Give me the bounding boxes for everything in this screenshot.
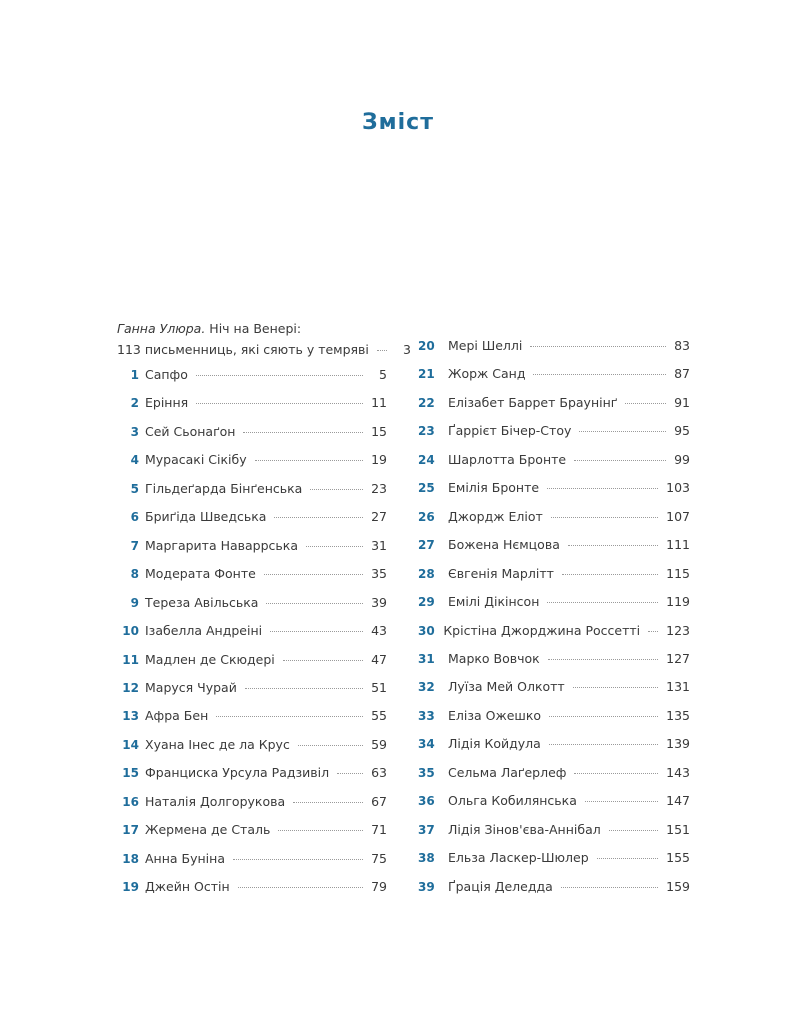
leader-dots: [609, 830, 658, 831]
entry-number: 8: [130, 567, 139, 582]
intro-entry[interactable]: [117, 318, 411, 360]
entry-page: 5: [379, 367, 387, 382]
leader-dots: [245, 688, 363, 689]
entry-name: Крістіна Джорджина Россетті: [443, 622, 641, 638]
entry-number: 33: [418, 708, 435, 723]
entry-page: 71: [371, 822, 387, 838]
toc-entry[interactable]: [117, 765, 387, 783]
leader-dots: [278, 830, 363, 831]
entry-page: 47: [371, 651, 387, 667]
entry-name: Емілія Бронте: [448, 480, 540, 496]
entry-number: 25: [418, 481, 435, 496]
entry-number: 23: [418, 424, 435, 439]
toc-entry[interactable]: [418, 395, 690, 413]
leader-dots: [298, 745, 363, 746]
entry-page: 19: [371, 452, 387, 468]
entry-page: 59: [371, 736, 387, 752]
entry-page: 143: [666, 764, 690, 780]
entry-page: 75: [371, 850, 387, 866]
leader-dots: [270, 631, 363, 632]
toc-entry[interactable]: [418, 452, 690, 470]
leader-dots: [549, 716, 658, 717]
entry-name: Шарлотта Бронте: [448, 451, 567, 467]
leader-dots: [337, 773, 363, 774]
entry-page: 91: [674, 394, 690, 410]
entry-page: 79: [371, 879, 387, 895]
entry-page: 119: [666, 594, 690, 610]
toc-entry[interactable]: [117, 623, 387, 641]
toc-entry[interactable]: [117, 879, 387, 897]
entry-page: 123: [666, 622, 690, 638]
entry-name: Ґаррієт Бічер-Стоу: [448, 423, 572, 439]
toc-entry[interactable]: [418, 822, 690, 840]
entry-page: 107: [666, 508, 690, 524]
toc-entry[interactable]: [117, 395, 387, 413]
toc-entry[interactable]: [418, 708, 690, 726]
entry-number: 17: [122, 823, 139, 838]
toc-entry[interactable]: [117, 708, 387, 726]
entry-page: 115: [666, 565, 690, 581]
leader-dots: [306, 546, 363, 547]
entry-number: 12: [122, 680, 139, 695]
entry-number: 6: [130, 510, 139, 525]
entry-page: 103: [666, 480, 690, 496]
entry-page: 131: [666, 679, 690, 695]
entry-page: 135: [666, 707, 690, 723]
entry-page: 51: [371, 679, 387, 695]
entry-page: 23: [371, 480, 387, 496]
entry-name: Ельза Ласкер-Шюлер: [448, 850, 589, 866]
entry-number: 3: [130, 424, 139, 439]
entry-number: 39: [418, 879, 435, 894]
entry-name: Емілі Дікінсон: [448, 594, 540, 610]
leader-dots: [562, 574, 658, 575]
entry-name: Євгенія Марлітт: [448, 565, 554, 581]
leader-dots: [574, 460, 666, 461]
toc-entry[interactable]: [117, 652, 387, 670]
toc-entry[interactable]: [117, 452, 387, 470]
toc-entry[interactable]: [418, 736, 690, 754]
entry-name: Луїза Мей Олкотт: [448, 679, 565, 695]
leader-dots: [266, 603, 363, 604]
intro-title-part2: 113 письменниць, які сяють у темряві: [117, 342, 369, 357]
entry-name: Наталія Долгорукова: [145, 793, 286, 809]
leader-dots: [255, 460, 363, 461]
leader-dots: [233, 859, 363, 860]
entry-page: 63: [371, 765, 387, 781]
leader-dots: [533, 374, 666, 375]
leader-dots: [579, 431, 666, 432]
toc-entry[interactable]: [117, 595, 387, 613]
entry-number: 11: [122, 652, 139, 667]
toc-entry[interactable]: [418, 338, 690, 356]
entry-name: Анна Буніна: [145, 850, 225, 866]
leader-dots: [547, 488, 658, 489]
entry-page: 111: [666, 537, 690, 553]
toc-entry[interactable]: [418, 594, 690, 612]
entry-number: 31: [418, 651, 435, 666]
toc-entry[interactable]: [418, 509, 690, 527]
entry-name: Мадлен де Скюдері: [145, 651, 275, 667]
entry-number: 18: [122, 851, 139, 866]
entry-name: Еріння: [145, 395, 189, 411]
toc-entry[interactable]: [418, 537, 690, 555]
leader-dots: [585, 801, 658, 802]
entry-name: Мурасакі Сікібу: [145, 452, 247, 468]
toc-entry[interactable]: [117, 822, 387, 840]
entry-number: 34: [418, 737, 435, 752]
leader-dots: [293, 802, 363, 803]
leader-dots: [377, 350, 387, 351]
leader-dots: [530, 346, 666, 347]
leader-dots: [597, 858, 658, 859]
entry-name: Ольга Кобилянська: [448, 793, 577, 809]
entry-name: Жорж Санд: [448, 366, 526, 382]
toc-entry[interactable]: [418, 480, 690, 498]
entry-number: 38: [418, 851, 435, 866]
toc-entry[interactable]: [117, 794, 387, 812]
intro-page: 3: [402, 342, 411, 357]
entry-name: Ґрація Деледда: [448, 878, 553, 894]
entry-name: Джейн Остін: [145, 879, 230, 895]
entry-number: 32: [418, 680, 435, 695]
entry-name: Хуана Інес де ла Крус: [145, 736, 290, 752]
entry-page: 139: [666, 736, 690, 752]
entry-name: Елізабет Баррет Браунінґ: [448, 394, 618, 410]
entry-number: 15: [122, 766, 139, 781]
toc-entry[interactable]: [117, 509, 387, 527]
leader-dots: [568, 545, 658, 546]
entry-name: Сельма Лаґерлеф: [448, 764, 567, 780]
entry-page: 151: [666, 821, 690, 837]
entry-number: 29: [418, 595, 435, 610]
toc-entry[interactable]: [418, 423, 690, 441]
entry-number: 2: [130, 396, 139, 411]
entry-number: 26: [418, 509, 435, 524]
toc-entry[interactable]: [418, 879, 690, 897]
entry-name: Сапфо: [145, 367, 188, 382]
entry-number: 35: [418, 765, 435, 780]
entry-name: Еліза Ожешко: [448, 707, 542, 723]
entry-page: 159: [666, 878, 690, 894]
entry-name: Гільдеґарда Бінґенська: [145, 480, 303, 496]
leader-dots: [283, 660, 363, 661]
toc-entry[interactable]: [117, 851, 387, 869]
leader-dots: [547, 602, 658, 603]
toc-entry[interactable]: [418, 850, 690, 868]
entry-number: 14: [122, 737, 139, 752]
entry-number: 20: [418, 339, 435, 353]
toc-entry[interactable]: [418, 651, 690, 669]
leader-dots: [264, 574, 363, 575]
leader-dots: [574, 773, 658, 774]
leader-dots: [561, 887, 658, 888]
leader-dots: [196, 375, 363, 376]
entry-number: 1: [130, 368, 139, 382]
toc-entry[interactable]: [117, 367, 387, 385]
entry-number: 28: [418, 566, 435, 581]
leader-dots: [549, 744, 658, 745]
entry-number: 21: [418, 367, 435, 382]
entry-number: 24: [418, 452, 435, 467]
leader-dots: [310, 489, 363, 490]
entry-number: 16: [122, 794, 139, 809]
toc-entry[interactable]: [117, 481, 387, 499]
entry-name: Бриґіда Шведська: [145, 509, 267, 525]
leader-dots: [274, 517, 363, 518]
entry-name: Джордж Еліот: [448, 508, 543, 524]
entry-page: 95: [674, 423, 690, 439]
entry-name: Маруся Чурай: [145, 679, 237, 695]
toc-entry[interactable]: [117, 538, 387, 556]
entry-page: 35: [371, 566, 387, 582]
page-title: Зміст: [362, 110, 434, 135]
entry-page: 11: [371, 395, 387, 411]
toc-entry[interactable]: [117, 680, 387, 698]
entry-number: 19: [122, 880, 139, 895]
leader-dots: [238, 887, 363, 888]
toc-entry[interactable]: [418, 366, 690, 384]
entry-name: Ізабелла Андреіні: [145, 623, 263, 639]
toc-entry[interactable]: [117, 566, 387, 584]
entry-name: Модерата Фонте: [145, 566, 256, 582]
entry-page: 99: [674, 451, 690, 467]
entry-page: 39: [371, 594, 387, 610]
entry-number: 4: [130, 453, 139, 468]
entry-page: 83: [674, 338, 690, 353]
entry-name: Тереза Авільська: [145, 594, 259, 610]
entry-page: 67: [371, 793, 387, 809]
entry-name: Мері Шеллі: [448, 338, 523, 353]
entry-name: Марко Вовчок: [448, 650, 540, 666]
intro-author: Ганна Улюра.: [117, 321, 206, 336]
entry-page: 127: [666, 650, 690, 666]
entry-name: Афра Бен: [145, 708, 209, 724]
entry-page: 55: [371, 708, 387, 724]
entry-name: Сей Сьонаґон: [145, 423, 236, 439]
toc-entry[interactable]: [418, 566, 690, 584]
leader-dots: [648, 631, 658, 632]
entry-number: 13: [122, 709, 139, 724]
entry-page: 27: [371, 509, 387, 525]
entry-number: 9: [130, 595, 139, 610]
toc-entry[interactable]: [418, 679, 690, 697]
entry-number: 30: [418, 623, 435, 638]
leader-dots: [196, 403, 363, 404]
entry-page: 15: [371, 423, 387, 439]
entry-number: 36: [418, 794, 435, 809]
entry-page: 147: [666, 793, 690, 809]
entry-page: 155: [666, 850, 690, 866]
entry-number: 22: [418, 395, 435, 410]
entry-name: Жермена де Сталь: [145, 822, 271, 838]
entry-page: 31: [371, 537, 387, 553]
entry-number: 5: [130, 481, 139, 496]
intro-title-part1: Ніч на Венері:: [209, 321, 302, 336]
entry-page: 43: [371, 623, 387, 639]
entry-number: 27: [418, 538, 435, 553]
entry-name: Франциска Урсула Радзивіл: [145, 765, 330, 781]
toc-entry[interactable]: [418, 623, 690, 641]
entry-number: 7: [130, 538, 139, 553]
entry-name: Божена Нємцова: [448, 537, 560, 553]
toc-entry[interactable]: [117, 737, 387, 755]
leader-dots: [573, 687, 658, 688]
leader-dots: [625, 403, 666, 404]
toc-entry[interactable]: [418, 793, 690, 811]
toc-entry[interactable]: [117, 424, 387, 442]
entry-name: Маргарита Наваррська: [145, 537, 298, 553]
leader-dots: [551, 517, 658, 518]
leader-dots: [548, 659, 658, 660]
entry-page: 87: [674, 366, 690, 382]
leader-dots: [243, 432, 363, 433]
toc-entry[interactable]: [418, 765, 690, 783]
entry-name: Лідія Зінов'єва-Аннібал: [448, 821, 601, 837]
entry-name: Лідія Койдула: [448, 736, 541, 752]
leader-dots: [216, 716, 363, 717]
entry-number: 10: [122, 624, 139, 639]
entry-number: 37: [418, 822, 435, 837]
